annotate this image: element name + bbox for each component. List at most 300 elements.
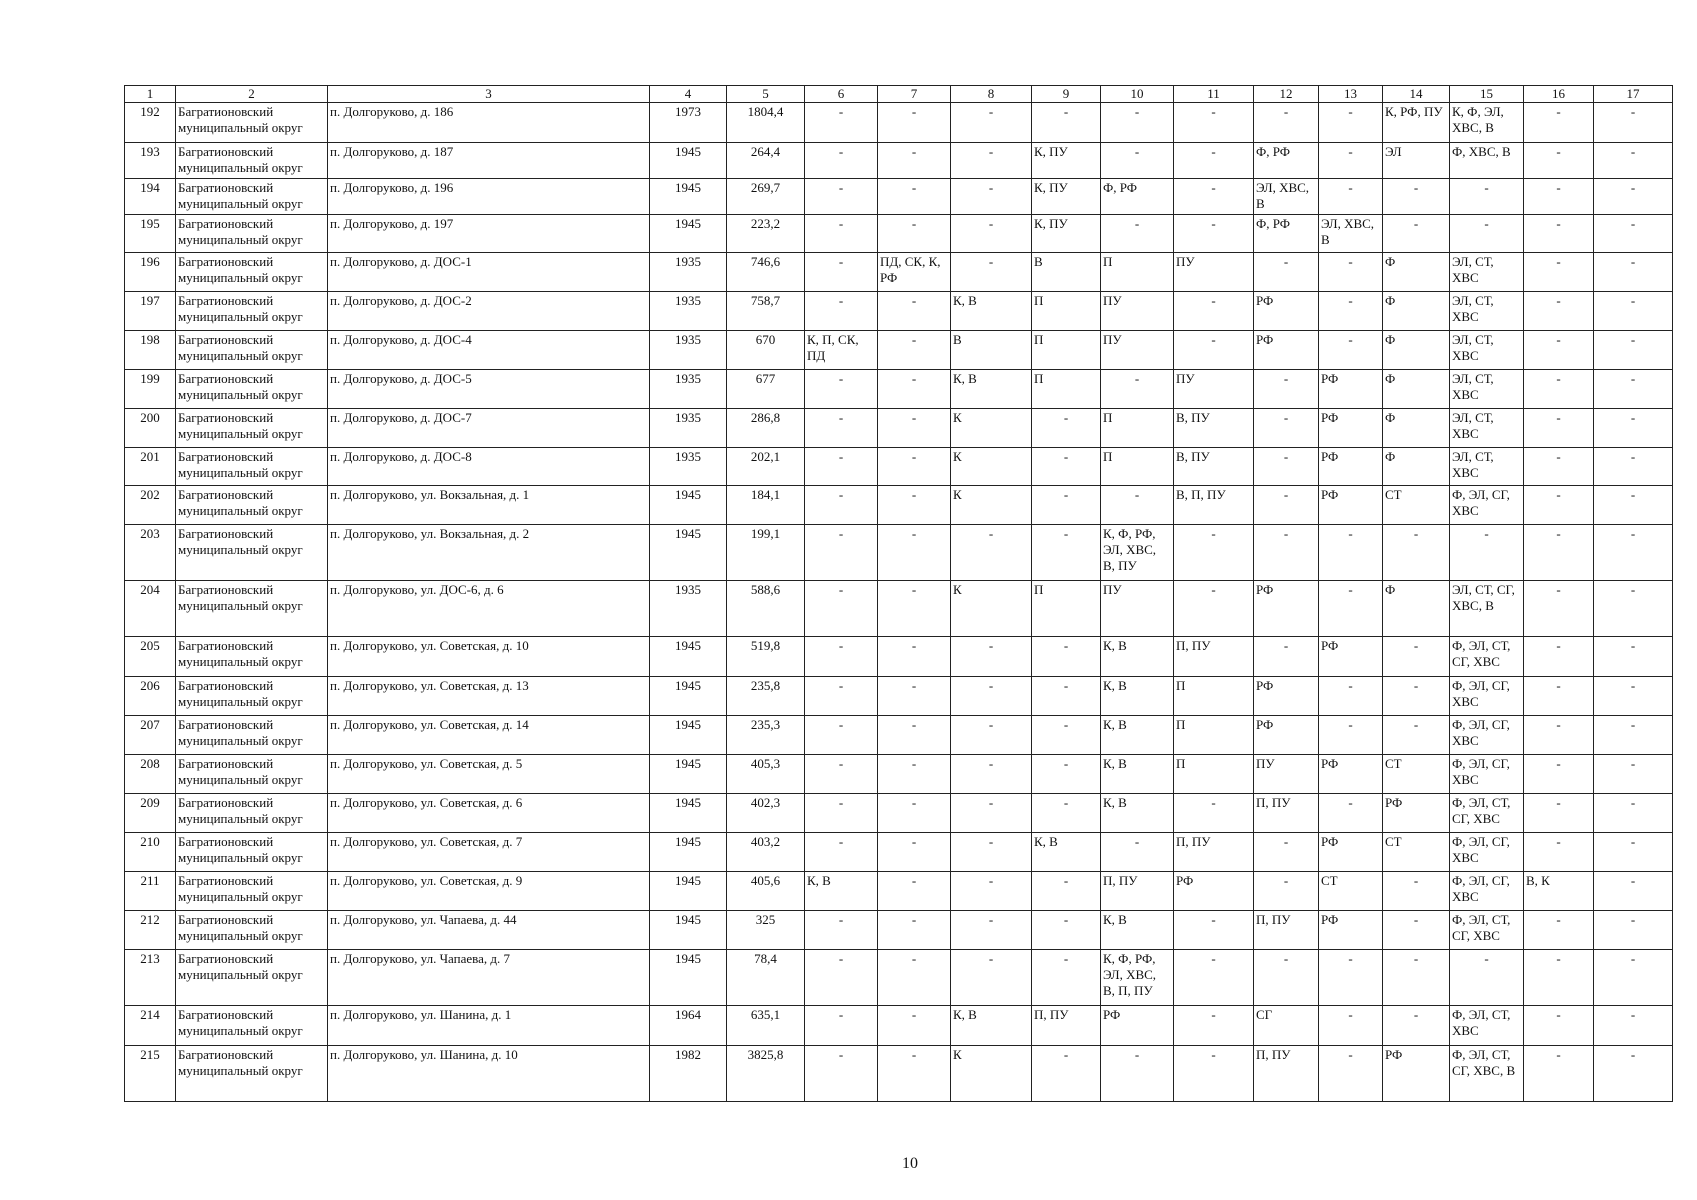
table-cell: - (805, 292, 878, 331)
table-cell: - (1594, 331, 1673, 370)
table-cell: Ф (1383, 253, 1450, 292)
table-cell: 197 (125, 292, 176, 331)
table-cell: 215 (125, 1046, 176, 1102)
table-cell: 209 (125, 794, 176, 833)
column-header: 11 (1174, 86, 1254, 103)
table-cell: 1945 (650, 637, 727, 677)
table-cell: 1945 (650, 716, 727, 755)
table-cell: Ф, РФ (1101, 179, 1174, 215)
table-cell: Багратионовский муниципальный округ (176, 833, 328, 872)
table-cell: п. Долгоруково, ул. Советская, д. 14 (328, 716, 650, 755)
table-cell: - (1032, 794, 1101, 833)
table-cell: - (951, 833, 1032, 872)
table-cell: 746,6 (727, 253, 805, 292)
table-cell: - (878, 794, 951, 833)
table-cell: 405,6 (727, 872, 805, 911)
table-cell: п. Долгоруково, д. ДОС-8 (328, 448, 650, 486)
table-cell: Ф, ЭЛ, СТ, СГ, ХВС (1450, 794, 1524, 833)
table-cell: П (1174, 716, 1254, 755)
table-cell: Багратионовский муниципальный округ (176, 794, 328, 833)
table-cell: п. Долгоруково, ул. Чапаева, д. 7 (328, 950, 650, 1006)
table-cell: Багратионовский муниципальный округ (176, 872, 328, 911)
table-cell: РФ (1319, 486, 1383, 525)
table-cell: К, Ф, ЭЛ, ХВС, В (1450, 103, 1524, 143)
table-cell: п. Долгоруково, ул. Советская, д. 7 (328, 833, 650, 872)
table-cell: ЭЛ, ХВС, В (1254, 179, 1319, 215)
table-cell: - (951, 253, 1032, 292)
table-cell: Ф (1383, 409, 1450, 448)
table-cell: - (1594, 581, 1673, 637)
table-cell: - (1032, 677, 1101, 716)
table-cell: - (951, 755, 1032, 794)
table-cell: 206 (125, 677, 176, 716)
table-cell: - (805, 1006, 878, 1046)
table-cell: - (805, 677, 878, 716)
table-cell: 205 (125, 637, 176, 677)
table-cell: 269,7 (727, 179, 805, 215)
table-cell: П (1101, 409, 1174, 448)
table-cell: п. Долгоруково, д. ДОС-5 (328, 370, 650, 409)
table-cell: 519,8 (727, 637, 805, 677)
table-cell: Багратионовский муниципальный округ (176, 581, 328, 637)
table-cell: - (1594, 215, 1673, 253)
table-cell: - (1524, 448, 1594, 486)
table-cell: - (951, 716, 1032, 755)
table-cell: РФ (1319, 911, 1383, 950)
column-header: 2 (176, 86, 328, 103)
table-cell: - (1450, 525, 1524, 581)
table-cell: - (1383, 677, 1450, 716)
table-row (125, 215, 1673, 253)
table-cell: К, ПУ (1032, 179, 1101, 215)
table-cell: Ф (1383, 292, 1450, 331)
table-cell: - (1594, 143, 1673, 179)
table-cell: - (1594, 525, 1673, 581)
table-cell: п. Долгоруково, ул. Вокзальная, д. 1 (328, 486, 650, 525)
table-cell: 588,6 (727, 581, 805, 637)
table-cell: 200 (125, 409, 176, 448)
table-cell: - (1594, 292, 1673, 331)
table-cell: 403,2 (727, 833, 805, 872)
table-cell: РФ (1319, 448, 1383, 486)
table-cell: - (1383, 872, 1450, 911)
table-row (125, 950, 1673, 1006)
table-cell: К, В (951, 1006, 1032, 1046)
table-cell: - (951, 637, 1032, 677)
table-cell: 1945 (650, 755, 727, 794)
table-cell: - (805, 179, 878, 215)
table-cell: 1935 (650, 253, 727, 292)
column-header: 9 (1032, 86, 1101, 103)
table-cell: 1945 (650, 677, 727, 716)
table-cell: 405,3 (727, 755, 805, 794)
column-header: 7 (878, 86, 951, 103)
table-cell: - (1594, 409, 1673, 448)
table-cell: ПУ (1174, 370, 1254, 409)
table-cell: П (1174, 677, 1254, 716)
table-cell: 758,7 (727, 292, 805, 331)
table-cell: К (951, 1046, 1032, 1102)
table-cell: - (1524, 677, 1594, 716)
table-cell: - (1524, 253, 1594, 292)
table-cell: В, ПУ (1174, 448, 1254, 486)
table-cell: п. Долгоруково, ул. Шанина, д. 1 (328, 1006, 650, 1046)
table-cell: Ф, ЭЛ, СТ, ХВС (1450, 1006, 1524, 1046)
table-cell: - (805, 1046, 878, 1102)
table-cell: 207 (125, 716, 176, 755)
table-cell: 1982 (650, 1046, 727, 1102)
table-cell: - (1383, 716, 1450, 755)
table-cell: - (1032, 872, 1101, 911)
table-cell: РФ (1383, 1046, 1450, 1102)
table-cell: РФ (1383, 794, 1450, 833)
table-cell: - (1319, 103, 1383, 143)
table-row (125, 448, 1673, 486)
table-cell: - (1524, 1046, 1594, 1102)
table-cell: - (1101, 103, 1174, 143)
table-cell: П (1032, 331, 1101, 370)
table-cell: 235,8 (727, 677, 805, 716)
table-cell: - (805, 215, 878, 253)
table-cell: п. Долгоруково, д. 197 (328, 215, 650, 253)
table-cell: - (1174, 794, 1254, 833)
table-cell: - (1254, 525, 1319, 581)
table-cell: ПУ (1254, 755, 1319, 794)
table-cell: 213 (125, 950, 176, 1006)
table-cell: РФ (1319, 755, 1383, 794)
column-header: 14 (1383, 86, 1450, 103)
table-cell: - (1524, 103, 1594, 143)
table-row (125, 486, 1673, 525)
table-cell: - (1174, 525, 1254, 581)
table-cell: СТ (1383, 755, 1450, 794)
table-cell: К (951, 486, 1032, 525)
table-cell: ЭЛ, СТ, ХВС (1450, 331, 1524, 370)
table-cell: - (1174, 143, 1254, 179)
table-row (125, 331, 1673, 370)
table-cell: Ф, ХВС, В (1450, 143, 1524, 179)
table-cell: п. Долгоруково, ул. ДОС-6, д. 6 (328, 581, 650, 637)
table-cell: - (1594, 677, 1673, 716)
table-cell: К, РФ, ПУ (1383, 103, 1450, 143)
table-cell: К (951, 448, 1032, 486)
table-cell: 677 (727, 370, 805, 409)
column-header: 4 (650, 86, 727, 103)
table-cell: Ф (1383, 448, 1450, 486)
table-cell: 212 (125, 911, 176, 950)
table-cell: Ф, ЭЛ, СТ, СГ, ХВС (1450, 911, 1524, 950)
table-cell: - (1174, 179, 1254, 215)
table-cell: Ф (1383, 331, 1450, 370)
table-cell: п. Долгоруково, д. ДОС-4 (328, 331, 650, 370)
table-cell: Багратионовский муниципальный округ (176, 716, 328, 755)
table-cell: В, ПУ (1174, 409, 1254, 448)
table-cell: - (805, 581, 878, 637)
table-cell: 201 (125, 448, 176, 486)
table-cell: - (951, 872, 1032, 911)
table-cell: - (1319, 292, 1383, 331)
table-cell: 1945 (650, 486, 727, 525)
table-cell: - (805, 950, 878, 1006)
table-cell: Ф, ЭЛ, СГ, ХВС (1450, 677, 1524, 716)
table-cell: - (1319, 950, 1383, 1006)
table-cell: п. Долгоруково, д. ДОС-2 (328, 292, 650, 331)
table-cell: - (878, 911, 951, 950)
table-cell: - (878, 677, 951, 716)
table-cell: Ф, ЭЛ, СТ, СГ, ХВС, В (1450, 1046, 1524, 1102)
table-cell: - (805, 486, 878, 525)
table-cell: - (878, 833, 951, 872)
table-cell: - (1450, 215, 1524, 253)
table-cell: - (1174, 331, 1254, 370)
table-cell: К, ПУ (1032, 215, 1101, 253)
table-row (125, 716, 1673, 755)
table-cell: - (951, 143, 1032, 179)
table-cell: К, В (1101, 637, 1174, 677)
table-cell: Багратионовский муниципальный округ (176, 143, 328, 179)
column-header: 17 (1594, 86, 1673, 103)
table-cell: - (878, 143, 951, 179)
table-cell: 194 (125, 179, 176, 215)
column-header: 10 (1101, 86, 1174, 103)
table-cell: - (951, 215, 1032, 253)
table-cell: РФ (1319, 370, 1383, 409)
column-header: 6 (805, 86, 878, 103)
table-cell: Багратионовский муниципальный округ (176, 331, 328, 370)
table-cell: п. Долгоруково, д. ДОС-7 (328, 409, 650, 448)
table-cell: ЭЛ, СТ, ХВС (1450, 448, 1524, 486)
table-cell: Багратионовский муниципальный округ (176, 103, 328, 143)
table-cell: П, ПУ (1032, 1006, 1101, 1046)
table-cell: 208 (125, 755, 176, 794)
table-cell: - (1254, 370, 1319, 409)
table-cell: - (1254, 872, 1319, 911)
page-number: 10 (902, 1155, 918, 1172)
table-cell: 325 (727, 911, 805, 950)
table-cell: 211 (125, 872, 176, 911)
table-cell: п. Долгоруково, ул. Советская, д. 13 (328, 677, 650, 716)
table-cell: - (1254, 486, 1319, 525)
table-cell: - (1101, 370, 1174, 409)
table-cell: - (1383, 525, 1450, 581)
table-cell: - (1032, 409, 1101, 448)
table-cell: - (1524, 292, 1594, 331)
table-cell: - (1032, 525, 1101, 581)
table-cell: - (1594, 950, 1673, 1006)
table-cell: Ф, РФ (1254, 143, 1319, 179)
table-cell: - (1032, 1046, 1101, 1102)
table-cell: - (878, 1006, 951, 1046)
table-cell: 635,1 (727, 1006, 805, 1046)
table-cell: - (1101, 1046, 1174, 1102)
table-cell: - (1254, 950, 1319, 1006)
table-cell: - (1383, 215, 1450, 253)
table-cell: ПУ (1174, 253, 1254, 292)
table-cell: - (1594, 794, 1673, 833)
table-cell: п. Долгоруково, ул. Советская, д. 5 (328, 755, 650, 794)
table-cell: П, ПУ (1254, 794, 1319, 833)
table-cell: Багратионовский муниципальный округ (176, 525, 328, 581)
table-cell: ЭЛ, ХВС, В (1319, 215, 1383, 253)
table-cell: - (1524, 179, 1594, 215)
table-cell: П (1101, 448, 1174, 486)
table-cell: п. Долгоруково, д. ДОС-1 (328, 253, 650, 292)
table-cell: К, В (1101, 794, 1174, 833)
table-cell: - (951, 525, 1032, 581)
table-cell: РФ (1254, 292, 1319, 331)
table-cell: - (1524, 794, 1594, 833)
table-row (125, 370, 1673, 409)
column-header: 15 (1450, 86, 1524, 103)
table-cell: - (951, 950, 1032, 1006)
table-cell: К, В (1101, 755, 1174, 794)
table-cell: В (951, 331, 1032, 370)
table-row (125, 1046, 1673, 1102)
table-cell: 199,1 (727, 525, 805, 581)
table-cell: ЭЛ, СТ, ХВС (1450, 292, 1524, 331)
table-cell: ЭЛ (1383, 143, 1450, 179)
table-cell: - (878, 872, 951, 911)
table-cell: - (1032, 103, 1101, 143)
table-cell: - (1032, 716, 1101, 755)
table-cell: ЭЛ, СТ, ХВС (1450, 370, 1524, 409)
table-cell: - (1450, 179, 1524, 215)
table-cell: - (1524, 637, 1594, 677)
table-cell: 1945 (650, 833, 727, 872)
table-cell: РФ (1254, 331, 1319, 370)
table-cell: - (1319, 581, 1383, 637)
table-cell: 1935 (650, 409, 727, 448)
table-cell: - (1254, 448, 1319, 486)
table-cell: - (1594, 911, 1673, 950)
table-cell: 1945 (650, 950, 727, 1006)
table-cell: 3825,8 (727, 1046, 805, 1102)
table-cell: - (878, 179, 951, 215)
table-cell: 1945 (650, 179, 727, 215)
table-cell: - (1524, 143, 1594, 179)
table-cell: Багратионовский муниципальный округ (176, 292, 328, 331)
column-header: 5 (727, 86, 805, 103)
table-cell: - (1319, 253, 1383, 292)
table-cell: - (1524, 950, 1594, 1006)
table-row (125, 872, 1673, 911)
table-cell: Багратионовский муниципальный округ (176, 1046, 328, 1102)
table-row (125, 292, 1673, 331)
table-cell: РФ (1254, 677, 1319, 716)
table-row (125, 833, 1673, 872)
table-cell: - (878, 331, 951, 370)
table-cell: 1935 (650, 370, 727, 409)
table-cell: П, ПУ (1254, 1046, 1319, 1102)
table-cell: - (805, 143, 878, 179)
table-cell: п. Долгоруково, ул. Советская, д. 9 (328, 872, 650, 911)
table-cell: 196 (125, 253, 176, 292)
table-cell: - (951, 794, 1032, 833)
table-cell: - (1594, 872, 1673, 911)
table-cell: В (1032, 253, 1101, 292)
table-body (125, 86, 1673, 1102)
table-cell: п. Долгоруково, д. 187 (328, 143, 650, 179)
table-cell: - (1319, 716, 1383, 755)
table-cell: Багратионовский муниципальный округ (176, 370, 328, 409)
table-cell: - (1450, 950, 1524, 1006)
table-cell: РФ (1319, 833, 1383, 872)
table-cell: ЭЛ, СТ, ХВС (1450, 409, 1524, 448)
table-cell: - (1101, 215, 1174, 253)
table-cell: - (1032, 950, 1101, 1006)
table-cell: - (1524, 525, 1594, 581)
table-cell: 1935 (650, 581, 727, 637)
table-cell: - (1594, 1006, 1673, 1046)
table-row (125, 103, 1673, 143)
table-cell: Багратионовский муниципальный округ (176, 1006, 328, 1046)
table-cell: - (805, 370, 878, 409)
table-cell: Багратионовский муниципальный округ (176, 179, 328, 215)
table-cell: ЭЛ, СТ, ХВС (1450, 253, 1524, 292)
table-cell: - (878, 716, 951, 755)
table-cell: п. Долгоруково, ул. Чапаева, д. 44 (328, 911, 650, 950)
table-cell: РФ (1319, 409, 1383, 448)
table-cell: ПД, СК, К, РФ (878, 253, 951, 292)
table-cell: Багратионовский муниципальный округ (176, 950, 328, 1006)
table-cell: - (1254, 637, 1319, 677)
table-cell: - (878, 292, 951, 331)
column-header: 13 (1319, 86, 1383, 103)
column-header: 8 (951, 86, 1032, 103)
table-cell: п. Долгоруково, ул. Шанина, д. 10 (328, 1046, 650, 1102)
table-cell: РФ (1174, 872, 1254, 911)
table-row (125, 253, 1673, 292)
table-cell: 1935 (650, 448, 727, 486)
table-cell: К, В (951, 370, 1032, 409)
table-cell: - (951, 911, 1032, 950)
table-cell: п. Долгоруково, д. 186 (328, 103, 650, 143)
table-cell: 1945 (650, 215, 727, 253)
buildings-table (124, 85, 1673, 1102)
table-row (125, 637, 1673, 677)
table-row (125, 1006, 1673, 1046)
table-cell: - (878, 637, 951, 677)
table-cell: - (805, 794, 878, 833)
table-cell: - (878, 103, 951, 143)
table-cell: П, ПУ (1101, 872, 1174, 911)
table-cell: - (805, 716, 878, 755)
table-cell: 223,2 (727, 215, 805, 253)
table-cell: 402,3 (727, 794, 805, 833)
table-cell: - (1174, 103, 1254, 143)
table-cell: - (878, 525, 951, 581)
table-cell: 195 (125, 215, 176, 253)
table-cell: - (805, 755, 878, 794)
table-cell: - (1032, 637, 1101, 677)
table-cell: 199 (125, 370, 176, 409)
table-cell: - (805, 448, 878, 486)
table-cell: РФ (1254, 581, 1319, 637)
table-cell: - (1594, 253, 1673, 292)
table-cell: Багратионовский муниципальный округ (176, 637, 328, 677)
table-cell: - (878, 409, 951, 448)
table-cell: К, В (1101, 716, 1174, 755)
table-cell: 1945 (650, 911, 727, 950)
table-row (125, 677, 1673, 716)
table-cell: ПУ (1101, 581, 1174, 637)
table-cell: - (1524, 911, 1594, 950)
table-row (125, 179, 1673, 215)
table-cell: Багратионовский муниципальный округ (176, 677, 328, 716)
table-cell: 235,3 (727, 716, 805, 755)
table-cell: 1945 (650, 525, 727, 581)
table-cell: - (1254, 833, 1319, 872)
